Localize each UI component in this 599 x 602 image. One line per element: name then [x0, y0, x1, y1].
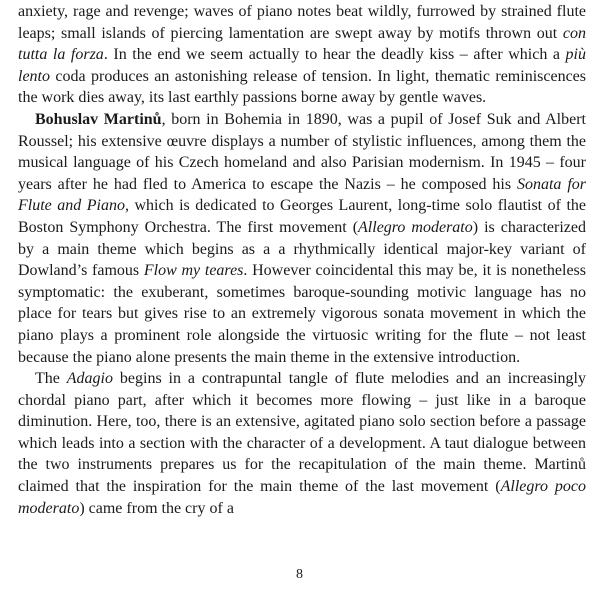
text-run: anxiety, rage and revenge; waves of piano notes beat wildly, furrowed by strained flute leaps; small islands of piercing lamentation are swept away by motifs thrown out — [18, 3, 586, 42]
tempo-marking: Allegro moderato — [358, 218, 473, 236]
text-run: , born in Bohemia in 1890, was a pupil of Josef Suk and Albert Roussel; his extensive œuvre displays a number of stylistic influences, among them the musical language of his Czech homeland and also Parisian modernism. In 1945 – four years after he had fled to America to escape the Nazis – he composed his — [18, 110, 586, 193]
text-run: . In the end we seem actually to hear the deadly kiss – after which a — [103, 46, 566, 64]
body-text — [18, 0, 586, 519]
paragraph — [18, 368, 586, 519]
tempo-marking: Adagio — [66, 370, 113, 388]
tempo-marking: Allegro poco moderato — [18, 478, 587, 517]
text-run: ) is characterized by a main theme which begins as a a rhythmically identical major-key variant of Dowland’s famous — [18, 218, 586, 280]
work-title: Sonata for Flute and Piano — [18, 175, 587, 215]
composer-name: Bohuslav Martinů — [35, 110, 162, 128]
text-run: , which is dedicated to Georges Laurent, long-time solo flautist of the Boston Symphony Orchestra. The first movement ( — [18, 197, 587, 236]
italic-term: con tutta la forza — [18, 24, 586, 64]
text-run: The — [35, 370, 67, 388]
text-run: begins in a contrapuntal tangle of flute melodies and an increasingly chordal piano part, after which it becomes more flowing – just like in a baroque diminution. Here, too, there is an extensive, agitated piano solo section before a passage which leads into a section with the character of a development. A taut dialogue between the two instruments prepares us for the recapitulation of the main theme. Martinů claimed that the inspiration for the main theme of the last movement ( — [18, 370, 587, 496]
text-run: ) came from the cry of a — [79, 499, 234, 517]
paragraph — [18, 1, 586, 109]
page-number: 8 — [296, 567, 303, 582]
text-run: . However coincidental this may be, it is nonetheless symptomatic: the exuberant, sometimes baroque-sounding motivic language has no place for tears but gives rise to an extremely vigorous sonata movement in which the piano plays a prominent role alongside the virtuosic writing for the flute – not least because the piano alone presents the main theme in the extensive introduction. — [18, 262, 587, 366]
paragraph — [18, 109, 586, 368]
text-run: coda produces an astonishing release of tension. In light, thematic reminiscences the work dies away, its last earthly passions borne away by gentle waves. — [18, 67, 586, 107]
work-title: Flow my teares — [143, 262, 244, 280]
italic-term: più lento — [18, 46, 586, 85]
